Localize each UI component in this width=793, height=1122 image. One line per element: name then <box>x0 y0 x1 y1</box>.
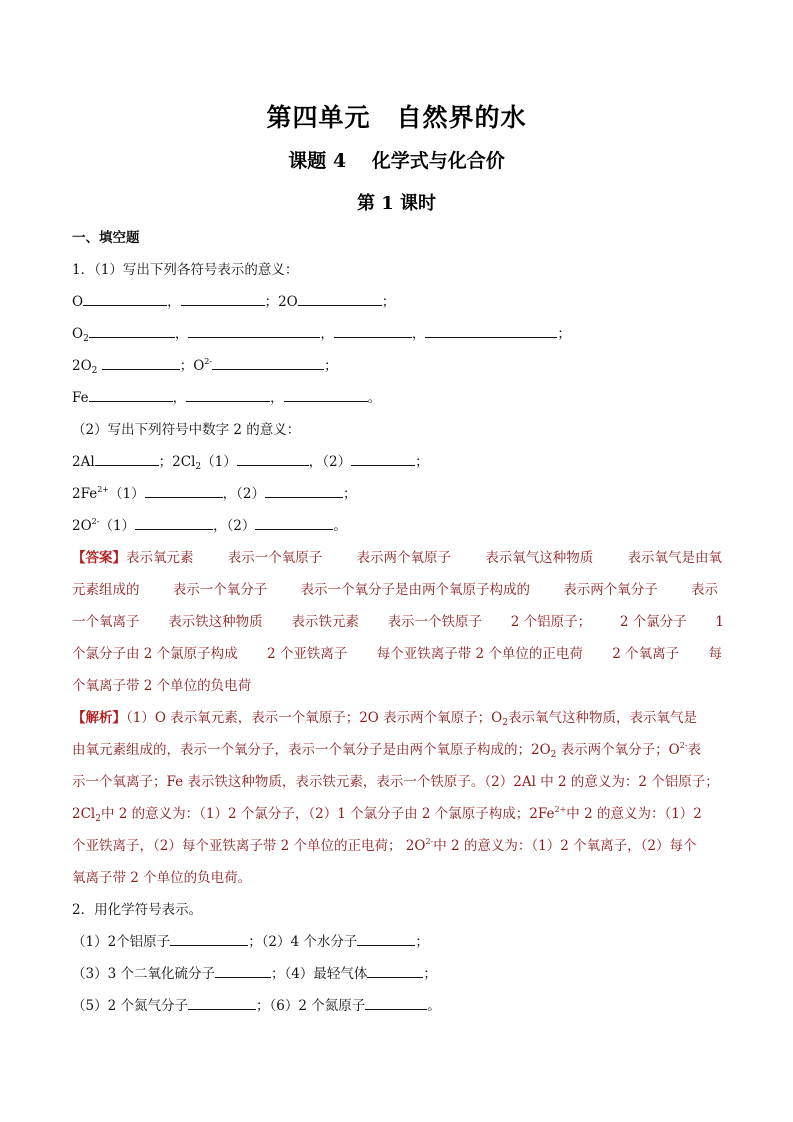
answer-blank[interactable] <box>265 484 343 498</box>
punct: 。 <box>333 518 347 534</box>
punct: ； <box>158 454 173 470</box>
sub-number: （1） <box>109 486 145 502</box>
q1-part2-intro: （2）写出下列符号中数字 2 的意义： <box>72 422 301 438</box>
sub-number: （2） <box>322 454 352 470</box>
answer-blank[interactable] <box>181 292 265 306</box>
unit-title: 第四单元 自然界的水 <box>266 103 527 132</box>
q1-2o2-line <box>72 356 338 376</box>
answer-blank[interactable] <box>102 356 180 370</box>
analysis-line-4: $2Cl_2$中 2 的意义为：（1）2 个氯分子，（2）1 个氯分子由 2 个氯原子构成；$2Fe^{2+}$中 2 的意义为：（1）2 <box>72 805 702 824</box>
punct: ； <box>179 358 194 374</box>
punct: ， <box>213 518 227 534</box>
answer-blank[interactable] <box>188 996 256 1010</box>
answer-blank[interactable] <box>298 292 382 306</box>
period-title: 第 1 课时 <box>356 193 437 214</box>
answer-item: 表示 <box>691 582 718 598</box>
symbol-label: Fe <box>72 390 89 406</box>
answer-item: 个氯分子由 2 个氯原子构成 <box>72 646 238 662</box>
answer-blank[interactable] <box>351 452 415 466</box>
symbol-label: $2Fe^{2+}$ <box>72 485 110 502</box>
punct: ， <box>222 486 237 502</box>
answer-blank[interactable] <box>425 324 557 338</box>
punct: 。 <box>427 998 441 1014</box>
answer-blank[interactable] <box>237 452 309 466</box>
answer-item: 一个氧离子 <box>72 614 140 630</box>
analysis-line-1: 【解析】（1）O 表示氧元素，表示一个氧原子；2O 表示两个氧原子；$O_2$表示氧气这种物质，表示氧气是 <box>72 710 697 728</box>
symbol-label: $2O^{2-}$ <box>72 517 100 534</box>
punct: ， <box>270 390 284 406</box>
punct: ； <box>255 998 270 1014</box>
answer-item: 表示一个氧原子 <box>227 550 323 566</box>
punct: ； <box>248 934 262 950</box>
answer-item: 表示氧气是由氧 <box>627 550 722 566</box>
answer-item: 表示铁元素 <box>291 614 359 630</box>
punct: 。 <box>367 390 382 406</box>
answer-blank[interactable] <box>188 324 320 338</box>
answer-blank[interactable] <box>186 388 270 402</box>
analysis-line-2: 由氧元素组成的，表示一个氧分子，表示一个氧分子是由两个氧原子构成的；$2O_2$ 表示两个氧分子；$O^{2-}$表 <box>72 741 702 760</box>
q2-row-1 <box>72 932 429 952</box>
q1-o-line <box>72 292 395 312</box>
answer-item: 表示两个氧分子 <box>563 582 658 598</box>
q1-o2ion-line <box>72 516 347 536</box>
punct: ， <box>172 390 187 406</box>
symbol-label: 2Al <box>72 454 95 470</box>
answer-item: 元素组成的 <box>72 582 140 598</box>
punct: ， <box>174 326 189 342</box>
symbol-label: $O_2$ <box>72 326 89 344</box>
analysis-line-6: 氧离子带 2 个单位的负电荷。 <box>72 870 252 886</box>
punct: ； <box>270 966 285 982</box>
answer-item: 表示一个氧分子 <box>172 582 268 598</box>
answer-blank[interactable] <box>83 292 167 306</box>
answer-blank[interactable] <box>170 932 248 946</box>
analysis-tag: 【解析】 <box>72 710 126 726</box>
q2-item-label: （6）2 个氮原子 <box>269 998 366 1014</box>
punct: ， <box>167 294 181 310</box>
answer-line-5 <box>72 676 251 696</box>
answer-line-4 <box>72 644 722 664</box>
answer-item: 表示两个氧原子 <box>356 550 451 566</box>
symbol-label: 2O <box>278 294 298 310</box>
answer-item: 表示一个氧分子是由两个氧原子构成的 <box>300 582 530 598</box>
answer-blank[interactable] <box>365 996 427 1010</box>
analysis-line-5: 个亚铁离子，（2）每个亚铁离子带 2 个单位的正电荷； $2O^{2-}$中 2 的意义为：（1）2 个氧离子，（2）每个 <box>72 837 697 854</box>
q2-intro: 2．用化学符号表示。 <box>72 902 203 918</box>
answer-item: 表示铁这种物质 <box>168 614 263 630</box>
q1-fe2-line <box>72 484 356 504</box>
q2-item-label: （1）2个铝原子 <box>72 934 171 950</box>
q1-fe-line <box>72 388 381 408</box>
q1-o2-line <box>72 324 571 344</box>
answer-blank[interactable] <box>135 516 213 530</box>
answer-item: 2 个铝原子； <box>510 614 592 630</box>
answer-item: 表示一个铁原子 <box>387 614 483 630</box>
q2-item-label: （2）4 个水分子 <box>261 934 358 950</box>
symbol-label: $2Cl_2$ <box>172 454 202 472</box>
symbol-label: $O^{2-}$ <box>193 357 213 374</box>
answer-blank[interactable] <box>145 484 223 498</box>
answer-blank[interactable] <box>212 356 324 370</box>
answer-line-3 <box>72 612 724 632</box>
q2-item-label: （3）3 个二氧化硫分子 <box>72 966 215 982</box>
answer-item: 2 个氧离子 <box>612 646 680 662</box>
answer-item: 每 <box>708 646 722 662</box>
punct: ， <box>411 326 426 342</box>
punct: ； <box>264 294 279 310</box>
sub-number: （2） <box>226 518 256 534</box>
sub-number: （1） <box>99 518 136 534</box>
answer-item: 1 <box>715 614 724 630</box>
answer-blank[interactable] <box>367 964 423 978</box>
answer-line-1 <box>72 548 722 568</box>
answer-blank[interactable] <box>215 964 271 978</box>
punct: ， <box>320 326 334 342</box>
punct: ； <box>381 294 396 310</box>
punct: ； <box>415 454 429 470</box>
answer-item: 表示氧元素 <box>126 550 194 566</box>
punct: ； <box>557 326 571 342</box>
answer-item: 2 个氯分子 <box>619 614 687 630</box>
answer-line-2 <box>72 580 718 600</box>
answer-item: 2 个亚铁离子 <box>267 646 348 662</box>
section-heading: 一、填空题 <box>72 230 140 246</box>
answer-blank[interactable] <box>255 516 333 530</box>
answer-blank[interactable] <box>89 388 173 402</box>
analysis-line-3: 示一个氧离子；Fe 表示铁这种物质，表示铁元素，表示一个铁原子。（2）2Al 中 2 的意义为：2 个铝原子； <box>72 774 719 790</box>
answer-blank[interactable] <box>357 932 415 946</box>
answer-blank[interactable] <box>89 324 175 338</box>
punct: ， <box>308 454 323 470</box>
punct: ； <box>324 358 338 374</box>
answer-item: 个氧离子带 2 个单位的负电荷 <box>72 678 252 694</box>
punct: ； <box>423 966 437 982</box>
q1-al-line <box>72 452 429 472</box>
answer-blank[interactable] <box>284 388 368 402</box>
q1-intro: 1．（1）写出下列各符号表示的意义： <box>72 262 299 278</box>
sub-number: （1） <box>201 454 237 470</box>
q2-item-label: （5）2 个氮气分子 <box>72 998 188 1014</box>
answer-tag: 【答案】 <box>72 550 126 566</box>
punct: ； <box>415 934 429 950</box>
answer-item: 表示氧气这种物质 <box>485 550 594 566</box>
answer-blank[interactable] <box>95 452 159 466</box>
q2-row-3 <box>72 996 441 1016</box>
lesson-title: 课题 4 化学式与化合价 <box>288 150 505 172</box>
q2-item-label: （4）最轻气体 <box>284 966 368 982</box>
answer-item: 每个亚铁离子带 2 个单位的正电荷 <box>376 646 583 662</box>
q2-row-2 <box>72 964 437 984</box>
symbol-label: $2O_2$ <box>72 358 98 376</box>
symbol-label: O <box>72 294 84 310</box>
punct: ； <box>342 486 357 502</box>
answer-blank[interactable] <box>334 324 412 338</box>
sub-number: （2） <box>236 486 265 502</box>
